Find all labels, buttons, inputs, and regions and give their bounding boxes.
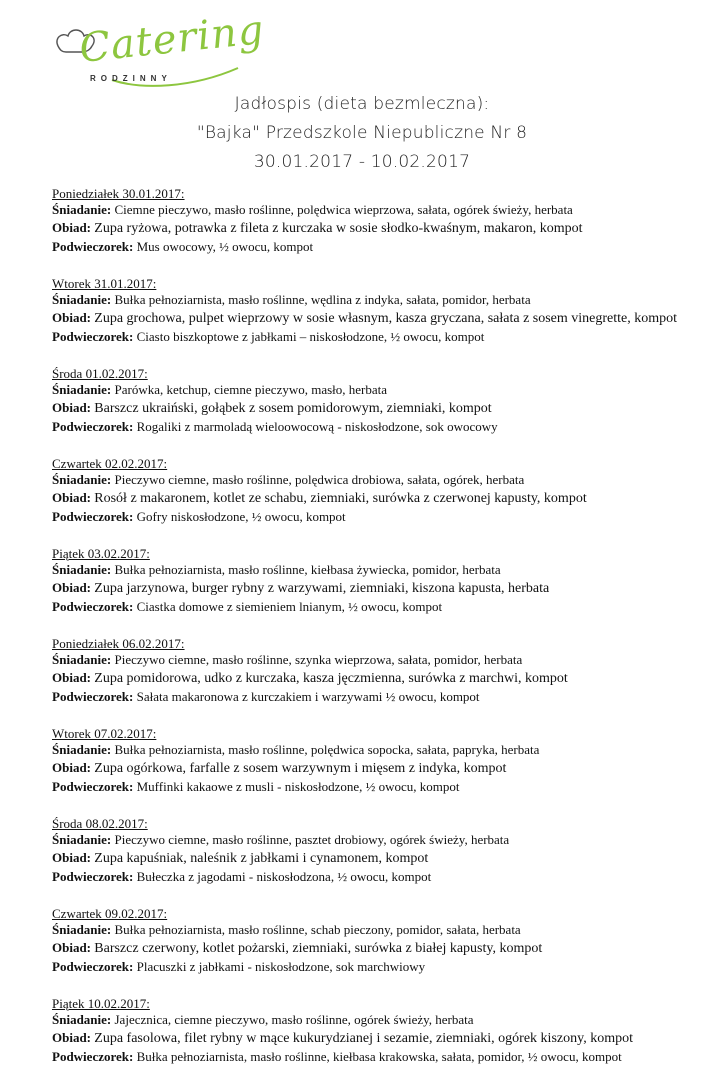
lunch-label: Obiad: bbox=[52, 400, 92, 415]
lunch-line bbox=[52, 219, 712, 238]
lunch-text: Zupa fasolowa, filet rybny w mące kukurydzianej i sezamie, ziemniaki, ogórek kiszony, kompot bbox=[94, 1031, 633, 1046]
menu-day bbox=[52, 186, 712, 256]
breakfast-text: Bułka pełnoziarnista, masło roślinne, wędlina z indyka, sałata, pomidor, herbata bbox=[114, 292, 531, 307]
day-date: Wtorek 07.02.2017: bbox=[52, 726, 157, 741]
logo-wordmark: Catering bbox=[77, 6, 267, 73]
snack-text: Sałata makaronowa z kurczakiem i warzywami ½ owocu, kompot bbox=[136, 689, 480, 704]
breakfast-label: Śniadanie: bbox=[52, 562, 112, 577]
snack-label: Podwieczorek: bbox=[52, 689, 134, 704]
lunch-label: Obiad: bbox=[52, 850, 92, 865]
snack-line bbox=[52, 868, 712, 886]
snack-text: Ciastka domowe z siemieniem lnianym, ½ owocu, kompot bbox=[136, 599, 443, 614]
lunch-label: Obiad: bbox=[52, 1030, 92, 1045]
lunch-label: Obiad: bbox=[52, 760, 92, 775]
breakfast-label: Śniadanie: bbox=[52, 742, 112, 757]
lunch-text: Zupa pomidorowa, udko z kurczaka, kasza jęczmienna, surówka z marchwi, kompot bbox=[94, 671, 568, 686]
breakfast-line bbox=[52, 1011, 712, 1029]
catering-logo bbox=[52, 6, 267, 96]
lunch-label: Obiad: bbox=[52, 310, 92, 325]
snack-label: Podwieczorek: bbox=[52, 599, 134, 614]
day-date: Poniedziałek 30.01.2017: bbox=[52, 186, 185, 201]
breakfast-line bbox=[52, 741, 712, 759]
snack-line bbox=[52, 328, 712, 346]
breakfast-label: Śniadanie: bbox=[52, 202, 112, 217]
menu-day bbox=[52, 816, 712, 886]
breakfast-line bbox=[52, 831, 712, 849]
breakfast-line bbox=[52, 201, 712, 219]
breakfast-text: Pieczywo ciemne, masło roślinne, szynka wieprzowa, sałata, pomidor, herbata bbox=[114, 652, 523, 667]
menu-day bbox=[52, 276, 712, 346]
snack-text: Gofry niskosłodzone, ½ owocu, kompot bbox=[136, 509, 346, 524]
snack-label: Podwieczorek: bbox=[52, 509, 134, 524]
breakfast-line bbox=[52, 651, 712, 669]
lunch-line bbox=[52, 489, 712, 508]
snack-label: Podwieczorek: bbox=[52, 329, 134, 344]
breakfast-text: Parówka, ketchup, ciemne pieczywo, masło, herbata bbox=[114, 382, 388, 397]
menu-list bbox=[52, 186, 712, 1086]
snack-label: Podwieczorek: bbox=[52, 419, 134, 434]
breakfast-label: Śniadanie: bbox=[52, 472, 112, 487]
lunch-line bbox=[52, 399, 712, 418]
breakfast-label: Śniadanie: bbox=[52, 382, 112, 397]
snack-text: Mus owocowy, ½ owocu, kompot bbox=[136, 239, 314, 254]
breakfast-text: Ciemne pieczywo, masło roślinne, polędwica wieprzowa, sałata, ogórek świeży, herbata bbox=[114, 202, 573, 217]
snack-text: Bułeczka z jagodami - niskosłodzona, ½ owocu, kompot bbox=[136, 869, 432, 884]
snack-line bbox=[52, 418, 712, 436]
snack-text: Rogaliki z marmoladą wieloowocową - niskosłodzone, sok owocowy bbox=[136, 419, 498, 434]
snack-label: Podwieczorek: bbox=[52, 779, 134, 794]
lunch-line bbox=[52, 759, 712, 778]
lunch-label: Obiad: bbox=[52, 670, 92, 685]
snack-line bbox=[52, 598, 712, 616]
lunch-text: Zupa kapuśniak, naleśnik z jabłkami i cynamonem, kompot bbox=[94, 851, 429, 866]
breakfast-line bbox=[52, 381, 712, 399]
breakfast-text: Bułka pełnoziarnista, masło roślinne, polędwica sopocka, sałata, papryka, herbata bbox=[114, 742, 540, 757]
lunch-line bbox=[52, 1029, 712, 1048]
lunch-text: Barszcz czerwony, kotlet pożarski, ziemniaki, surówka z białej kapusty, kompot bbox=[94, 941, 543, 956]
breakfast-line bbox=[52, 291, 712, 309]
snack-label: Podwieczorek: bbox=[52, 869, 134, 884]
snack-line bbox=[52, 688, 712, 706]
snack-label: Podwieczorek: bbox=[52, 959, 134, 974]
breakfast-label: Śniadanie: bbox=[52, 652, 112, 667]
lunch-label: Obiad: bbox=[52, 580, 92, 595]
menu-day bbox=[52, 726, 712, 796]
lunch-label: Obiad: bbox=[52, 940, 92, 955]
title-line-1: Jadłospis (dieta bezmleczna): bbox=[234, 94, 490, 114]
lunch-line bbox=[52, 939, 712, 958]
logo-subtitle: RODZINNY bbox=[90, 74, 172, 83]
lunch-label: Obiad: bbox=[52, 220, 92, 235]
snack-text: Muffinki kakaowe z musli - niskosłodzone, ½ owocu, kompot bbox=[136, 779, 460, 794]
breakfast-line bbox=[52, 561, 712, 579]
lunch-label: Obiad: bbox=[52, 490, 92, 505]
snack-text: Bułka pełnoziarnista, masło roślinne, kiełbasa krakowska, sałata, pomidor, ½ owocu, kompot bbox=[136, 1049, 622, 1064]
menu-day bbox=[52, 546, 712, 616]
menu-day bbox=[52, 996, 712, 1066]
snack-line bbox=[52, 1048, 712, 1066]
day-date: Wtorek 31.01.2017: bbox=[52, 276, 157, 291]
lunch-line bbox=[52, 669, 712, 688]
lunch-text: Zupa ryżowa, potrawka z fileta z kurczaka w sosie słodko-kwaśnym, makaron, kompot bbox=[94, 221, 583, 236]
day-date: Czwartek 02.02.2017: bbox=[52, 456, 168, 471]
breakfast-text: Bułka pełnoziarnista, masło roślinne, kiełbasa żywiecka, pomidor, herbata bbox=[114, 562, 501, 577]
breakfast-text: Pieczywo ciemne, masło roślinne, polędwica drobiowa, sałata, ogórek, herbata bbox=[114, 472, 525, 487]
menu-day bbox=[52, 636, 712, 706]
snack-label: Podwieczorek: bbox=[52, 239, 134, 254]
day-date: Środa 01.02.2017: bbox=[52, 366, 148, 381]
day-date: Piątek 10.02.2017: bbox=[52, 996, 150, 1011]
breakfast-label: Śniadanie: bbox=[52, 832, 112, 847]
lunch-text: Zupa jarzynowa, burger rybny z warzywami, ziemniaki, kiszona kapusta, herbata bbox=[94, 581, 550, 596]
snack-line bbox=[52, 508, 712, 526]
breakfast-text: Pieczywo ciemne, masło roślinne, pasztet drobiowy, ogórek świeży, herbata bbox=[114, 832, 510, 847]
menu-day bbox=[52, 456, 712, 526]
menu-day bbox=[52, 906, 712, 976]
breakfast-label: Śniadanie: bbox=[52, 292, 112, 307]
breakfast-line bbox=[52, 471, 712, 489]
lunch-text: Zupa ogórkowa, farfalle z sosem warzywnym i mięsem z indyka, kompot bbox=[94, 761, 507, 776]
document-title bbox=[0, 90, 724, 177]
day-date: Środa 08.02.2017: bbox=[52, 816, 148, 831]
title-line-3: 30.01.2017 - 10.02.2017 bbox=[253, 152, 471, 172]
snack-text: Ciasto biszkoptowe z jabłkami – niskosłodzone, ½ owocu, kompot bbox=[136, 329, 485, 344]
day-date: Czwartek 09.02.2017: bbox=[52, 906, 168, 921]
lunch-text: Rosół z makaronem, kotlet ze schabu, ziemniaki, surówka z czerwonej kapusty, kompot bbox=[94, 491, 587, 506]
breakfast-label: Śniadanie: bbox=[52, 922, 112, 937]
day-date: Poniedziałek 06.02.2017: bbox=[52, 636, 185, 651]
breakfast-text: Bułka pełnoziarnista, masło roślinne, schab pieczony, pomidor, sałata, herbata bbox=[114, 922, 521, 937]
lunch-text: Zupa grochowa, pulpet wieprzowy w sosie własnym, kasza gryczana, sałata z sosem vinegrette, kompot bbox=[94, 311, 678, 326]
lunch-line bbox=[52, 849, 712, 868]
snack-text: Placuszki z jabłkami - niskosłodzone, sok marchwiowy bbox=[136, 959, 426, 974]
snack-line bbox=[52, 778, 712, 796]
breakfast-line bbox=[52, 921, 712, 939]
lunch-line bbox=[52, 579, 712, 598]
title-line-2: "Bajka" Przedszkole Niepubliczne Nr 8 bbox=[196, 123, 528, 143]
breakfast-label: Śniadanie: bbox=[52, 1012, 112, 1027]
snack-line bbox=[52, 238, 712, 256]
breakfast-text: Jajecznica, ciemne pieczywo, masło roślinne, ogórek świeży, herbata bbox=[114, 1012, 474, 1027]
menu-day bbox=[52, 366, 712, 436]
snack-label: Podwieczorek: bbox=[52, 1049, 134, 1064]
day-date: Piątek 03.02.2017: bbox=[52, 546, 150, 561]
lunch-text: Barszcz ukraiński, gołąbek z sosem pomidorowym, ziemniaki, kompot bbox=[94, 401, 492, 416]
snack-line bbox=[52, 958, 712, 976]
lunch-line bbox=[52, 309, 712, 328]
